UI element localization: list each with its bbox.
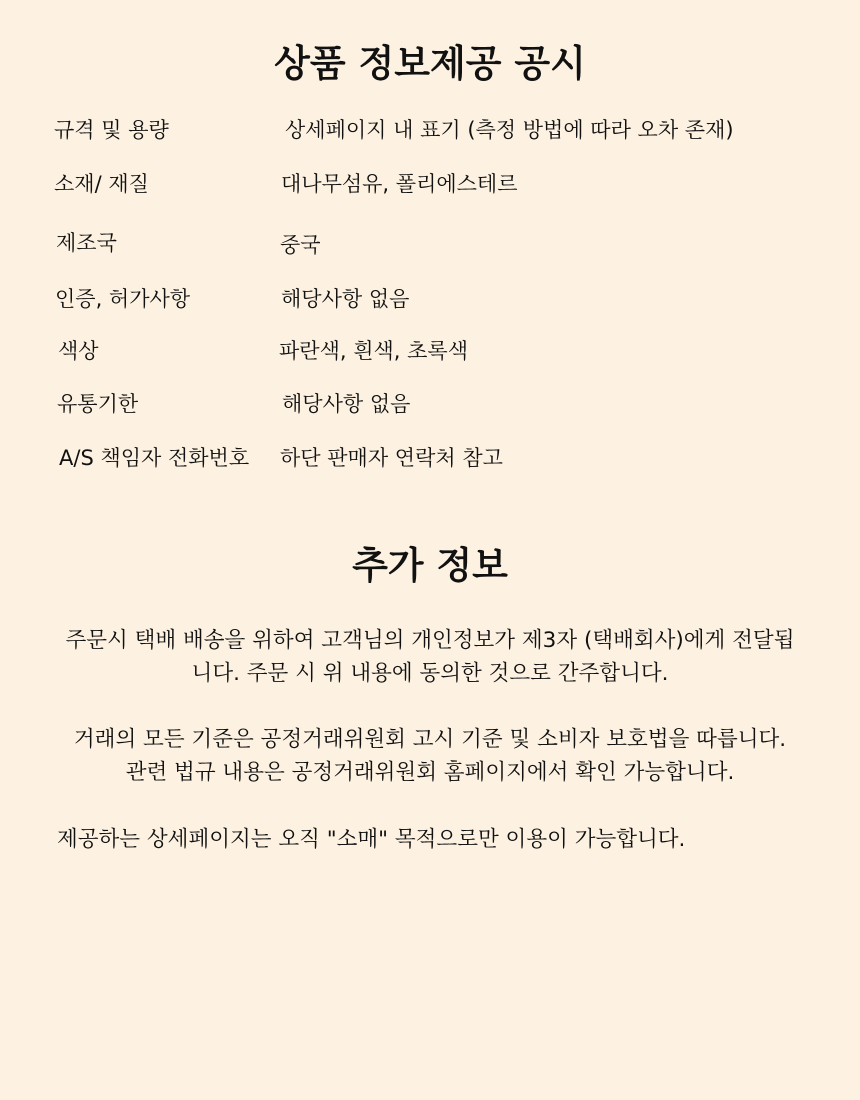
spec-label: 제조국 bbox=[56, 231, 117, 255]
paragraph-line: 제공하는 상세페이지는 오직 "소매" 목적으로만 이용이 가능합니다. bbox=[57, 827, 686, 852]
spec-value: 대나무섬유, 폴리에스테르 bbox=[281, 172, 518, 196]
paragraph-line: 주문시 택배 배송을 위하여 고객님의 개인정보가 제3자 (택배회사)에게 전달됩 bbox=[65, 628, 795, 653]
spec-label: 유통기한 bbox=[57, 392, 139, 416]
privacy-consent-paragraph bbox=[20, 624, 840, 690]
retail-use-paragraph bbox=[57, 823, 685, 856]
spec-label: 색상 bbox=[58, 339, 99, 363]
spec-value: 중국 bbox=[280, 233, 321, 257]
spec-label: 소재/ 재질 bbox=[54, 172, 149, 196]
paragraph-line: 니다. 주문 시 위 내용에 동의한 것으로 간주합니다. bbox=[191, 661, 669, 686]
spec-value: 상세페이지 내 표기 (측정 방법에 따라 오차 존재) bbox=[285, 118, 734, 142]
spec-value: 하단 판매자 연락처 참고 bbox=[280, 446, 503, 470]
product-info-notice-title: 상품 정보제공 공시 bbox=[274, 42, 586, 85]
spec-label: 규격 및 용량 bbox=[54, 118, 169, 142]
spec-value: 해당사항 없음 bbox=[281, 287, 410, 311]
spec-label: A/S 책임자 전화번호 bbox=[59, 446, 250, 470]
fair-trade-paragraph bbox=[20, 723, 840, 789]
additional-info-title: 추가 정보 bbox=[352, 544, 508, 587]
spec-label: 인증, 허가사항 bbox=[55, 287, 191, 311]
paragraph-line: 거래의 모든 기준은 공정거래위원회 고시 기준 및 소비자 보호법을 따릅니다. bbox=[73, 727, 787, 752]
spec-value: 해당사항 없음 bbox=[282, 392, 411, 416]
spec-value: 파란색, 흰색, 초록색 bbox=[279, 339, 468, 363]
paragraph-line: 관련 법규 내용은 공정거래위원회 홈페이지에서 확인 가능합니다. bbox=[125, 760, 735, 785]
